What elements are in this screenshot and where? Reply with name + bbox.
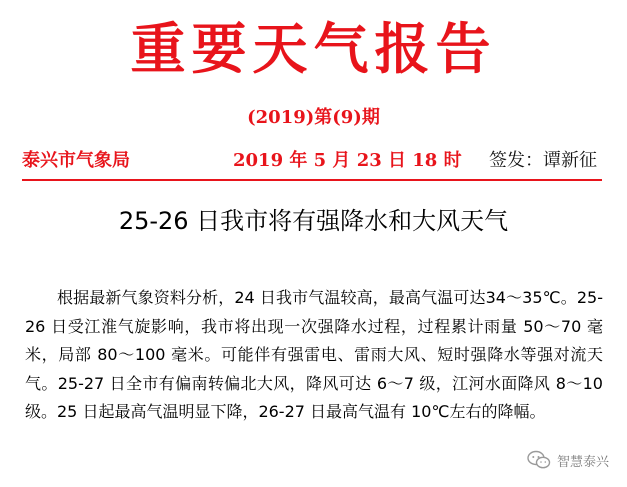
wechat-icon xyxy=(527,450,551,470)
issuer: 泰兴市气象局 xyxy=(22,150,130,171)
header-divider xyxy=(22,179,602,181)
issue-number: (2019)第(9)期 xyxy=(247,107,380,128)
watermark-label: 智慧泰兴 xyxy=(556,454,609,470)
article-body: 根据最新气象资料分析，24 日我市气温较高，最高气温可达34～35℃。25-26 日受江淮气旋影响，我市将出现一次强降水过程，过程累计雨量 50～70 毫米，局部 80～100 毫米。可能伴有强雷电、雷雨大风、短时强降水等强对流天气。25-27 日全市有偏南转偏北大风，降风可达 6～7 级，江河水面降风 8～10 级。25 日起最高气温明显下降，26-27 日最高气温有 10℃左右的降幅。 xyxy=(25,288,603,421)
report-title: 重要天气报告 xyxy=(130,16,497,81)
report-meta xyxy=(22,148,605,174)
watermark xyxy=(523,448,613,472)
signer: 签发：谭新征 xyxy=(489,150,597,171)
article-headline: 25-26 日我市将有强降水和大风天气 xyxy=(118,207,509,235)
issue-datetime: 2019 年 5 月 23 日 18 时 xyxy=(233,150,462,171)
